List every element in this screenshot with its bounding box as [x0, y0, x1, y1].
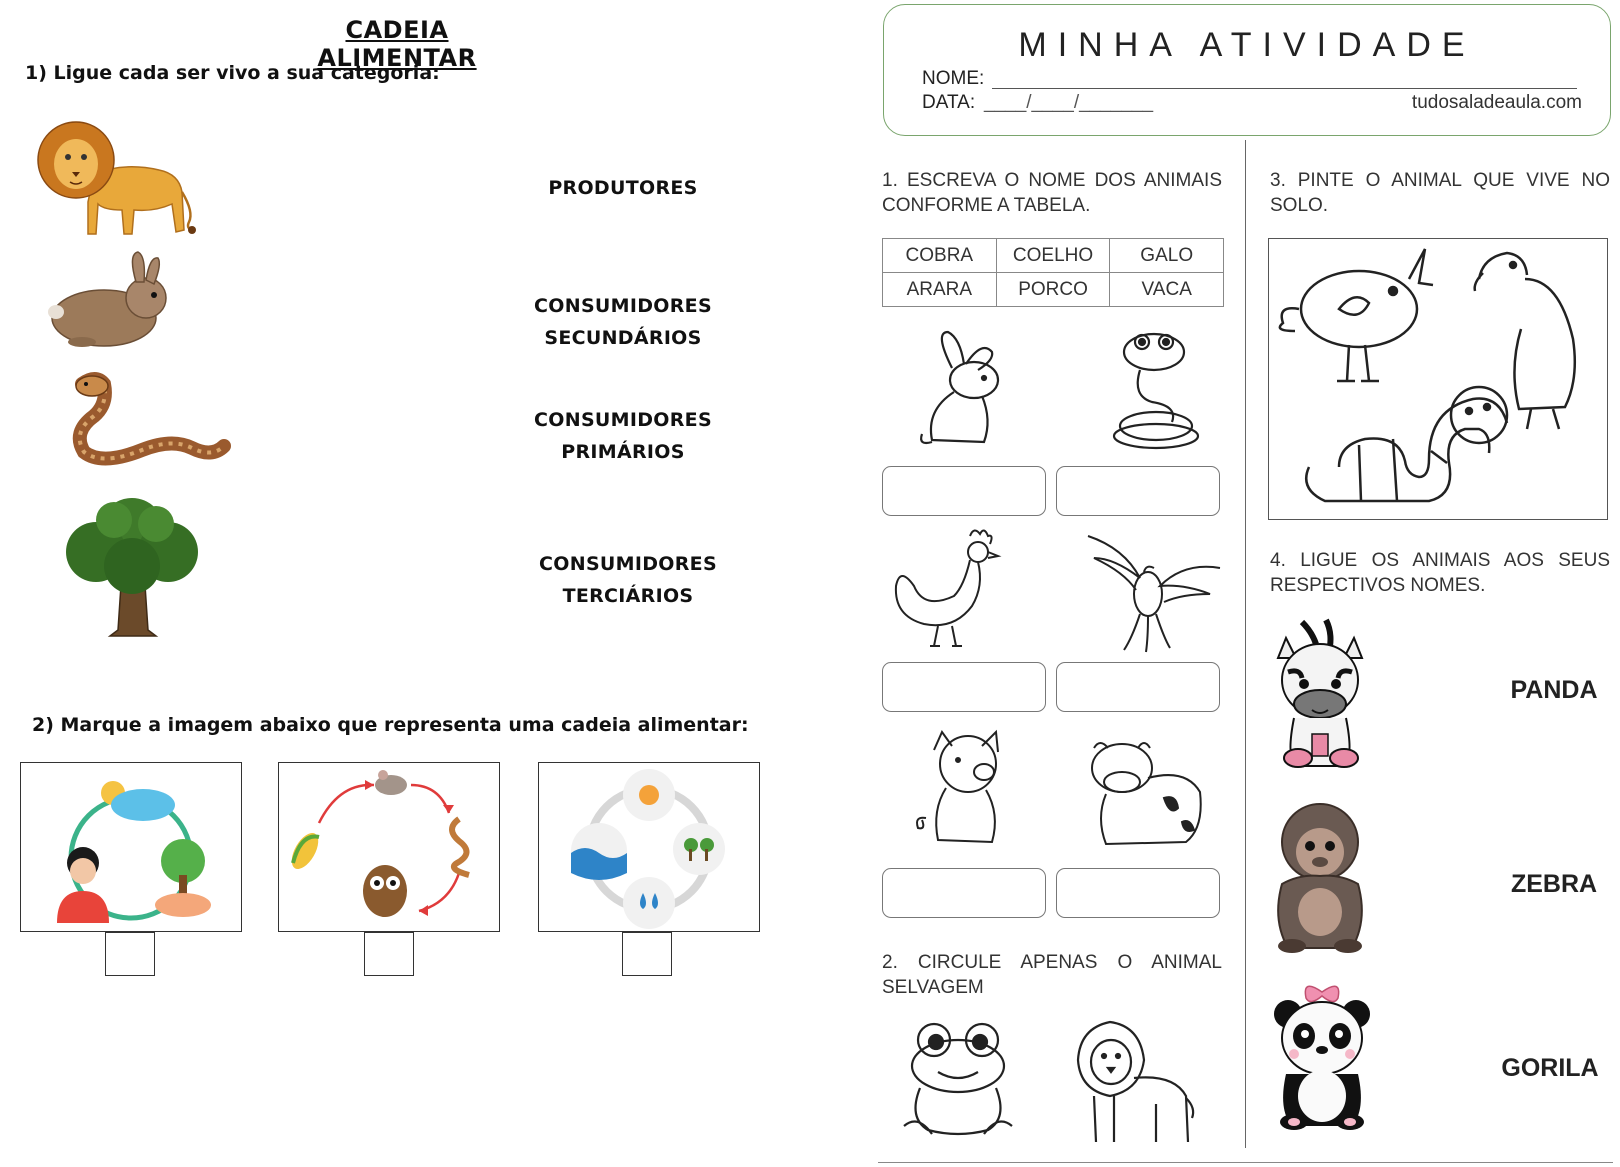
name-field[interactable]: [992, 88, 1577, 89]
water-cycle-person-icon: [21, 763, 241, 931]
snake-icon: [52, 374, 232, 473]
answer-box[interactable]: [882, 662, 1046, 712]
lion-icon: [34, 112, 194, 246]
macaw-outline-icon: [1084, 528, 1224, 657]
name-option[interactable]: GORILA: [1501, 1054, 1599, 1082]
table-cell: COBRA: [883, 239, 997, 273]
question-2: 2) Marque a imagem abaixo que representa uma cadeia alimentar:: [32, 714, 749, 736]
bottom-divider: [878, 1162, 1613, 1163]
pig-outline-icon: [912, 730, 1022, 854]
right-question-4: 4. LIGUE OS ANIMAIS AOS SEUS RESPECTIVOS NOMES.: [1270, 550, 1610, 596]
tree-icon: [60, 490, 210, 644]
answer-box[interactable]: [1056, 466, 1220, 516]
table-cell: ARARA: [883, 273, 997, 307]
right-question-1: 1. ESCREVA O NOME DOS ANIMAIS CONFORME A TABELA.: [882, 170, 1222, 216]
question-1: 1) Ligue cada ser vivo a sua categoria:: [25, 62, 440, 84]
answer-box[interactable]: [882, 466, 1046, 516]
rabbit-outline-icon: [912, 330, 1012, 454]
table-cell: VACA: [1110, 273, 1224, 307]
frog-outline-icon[interactable]: [898, 1018, 1018, 1150]
option-1-checkbox[interactable]: [105, 932, 155, 976]
worm-outline-icon[interactable]: [1306, 387, 1507, 501]
column-divider: [1245, 140, 1246, 1148]
elements-cycle-icon: [539, 763, 759, 931]
option-2-image[interactable]: [278, 762, 500, 932]
header-frame: [883, 4, 1611, 136]
category-primary-consumers: CONSUMIDORES PRIMÁRIOS: [534, 409, 712, 463]
site-url: tudosaladeaula.com: [1411, 92, 1582, 113]
right-question-3: 3. PINTE O ANIMAL QUE VIVE NO SOLO.: [1270, 170, 1610, 216]
table-cell: COELHO: [996, 239, 1110, 273]
q3-image-box: [1268, 238, 1608, 520]
category-producers: PRODUTORES: [548, 177, 698, 199]
category-secondary-consumers: CONSUMIDORES SECUNDÁRIOS: [534, 295, 712, 349]
zebra-icon[interactable]: [1272, 618, 1368, 772]
name-label: NOME:: [922, 68, 985, 89]
cow-outline-icon: [1086, 738, 1206, 854]
option-1-image[interactable]: [20, 762, 242, 932]
option-3-image[interactable]: [538, 762, 760, 932]
date-field[interactable]: ____/____/_______: [984, 92, 1154, 113]
option-3-checkbox[interactable]: [622, 932, 672, 976]
name-option[interactable]: PANDA: [1510, 676, 1598, 704]
answer-box[interactable]: [1056, 662, 1220, 712]
activity-title: MINHA ATIVIDADE: [1018, 26, 1476, 64]
worksheet-title: CADEIA ALIMENTAR: [317, 16, 477, 72]
category-tertiary-consumers: CONSUMIDORES TERCIÁRIOS: [539, 553, 717, 607]
rooster-outline-icon: [894, 526, 1004, 655]
option-2-checkbox[interactable]: [364, 932, 414, 976]
date-label: DATA:: [922, 92, 976, 113]
lion-outline-icon[interactable]: [1074, 1018, 1198, 1150]
right-question-2: 2. CIRCULE APENAS O ANIMAL SELVAGEM: [882, 952, 1222, 998]
answer-box[interactable]: [1056, 868, 1220, 918]
food-chain-cycle-icon: [279, 763, 499, 931]
gorilla-icon[interactable]: [1270, 800, 1370, 956]
panda-icon[interactable]: [1272, 978, 1372, 1134]
names-table: [882, 238, 1224, 307]
rabbit-icon: [46, 250, 176, 354]
table-cell: PORCO: [996, 273, 1110, 307]
table-cell: GALO: [1110, 239, 1224, 273]
bird-outline-icon[interactable]: [1280, 249, 1433, 381]
answer-box[interactable]: [882, 868, 1046, 918]
vulture-outline-icon[interactable]: [1475, 253, 1575, 429]
snake-outline-icon: [1112, 330, 1202, 454]
name-option[interactable]: ZEBRA: [1510, 870, 1598, 898]
